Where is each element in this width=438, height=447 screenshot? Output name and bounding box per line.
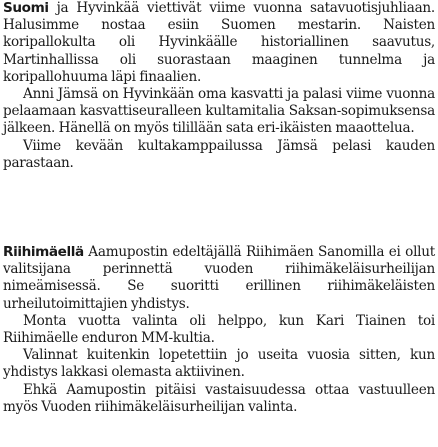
paragraph: Monta vuotta valinta oli helppo, kun Kari Tiainen toi Riihimäelle enduron MM-kultia. (3, 312, 435, 347)
lead-in-word: Riihimäellä (3, 244, 84, 260)
lead-in-word: Suomi (3, 0, 49, 16)
paragraph: Valinnat kuitenkin lopetettiin jo useita vuosia sitten, kun yhdistys lakkasi olemasta aktiivinen. (3, 347, 435, 381)
paragraph (3, 0, 435, 86)
paragraph (3, 244, 435, 313)
paragraph: Ehkä Aamupostin pitäisi vastaisuudessa ottaa vastuulleen myös Vuoden riihimäkeläisurheilijan valinta. (3, 381, 435, 415)
article-section-2 (3, 244, 435, 416)
paragraph-text: ja Hyvinkää viettivät viime vuonna satavuotisjuhliaan. Halusimme nostaa esiin Suomen mestarin. Naisten koripallokulta oli Hyvinkäälle historiallinen saavutus, Martinhallissa oli suorastaan maaginen tunnelma ja koripallohuuma läpi finaalien. (3, 0, 435, 85)
paragraph-text: Aamupostin edeltäjällä Riihimäen Sanomilla ei ollut valitsijana perinnettä vuoden riihimäkeläisurheilijan nimeämisessä. Se suoritti erillinen riihimäkeläisten urheilutoimittajien yhdistys. (3, 244, 435, 312)
article-section-1 (3, 0, 435, 172)
paragraph: Viime kevään kultakamppailussa Jämsä pelasi kauden parastaan. (3, 137, 435, 171)
paragraph: Anni Jämsä on Hyvinkään oma kasvatti ja palasi viime vuonna pelaamaan kasvattiseuralleen kultamitalia Saksan-sopimuksensa jälkeen. Hänellä on myös tilillään sata eri-ikäisten maaottelua. (3, 86, 435, 137)
